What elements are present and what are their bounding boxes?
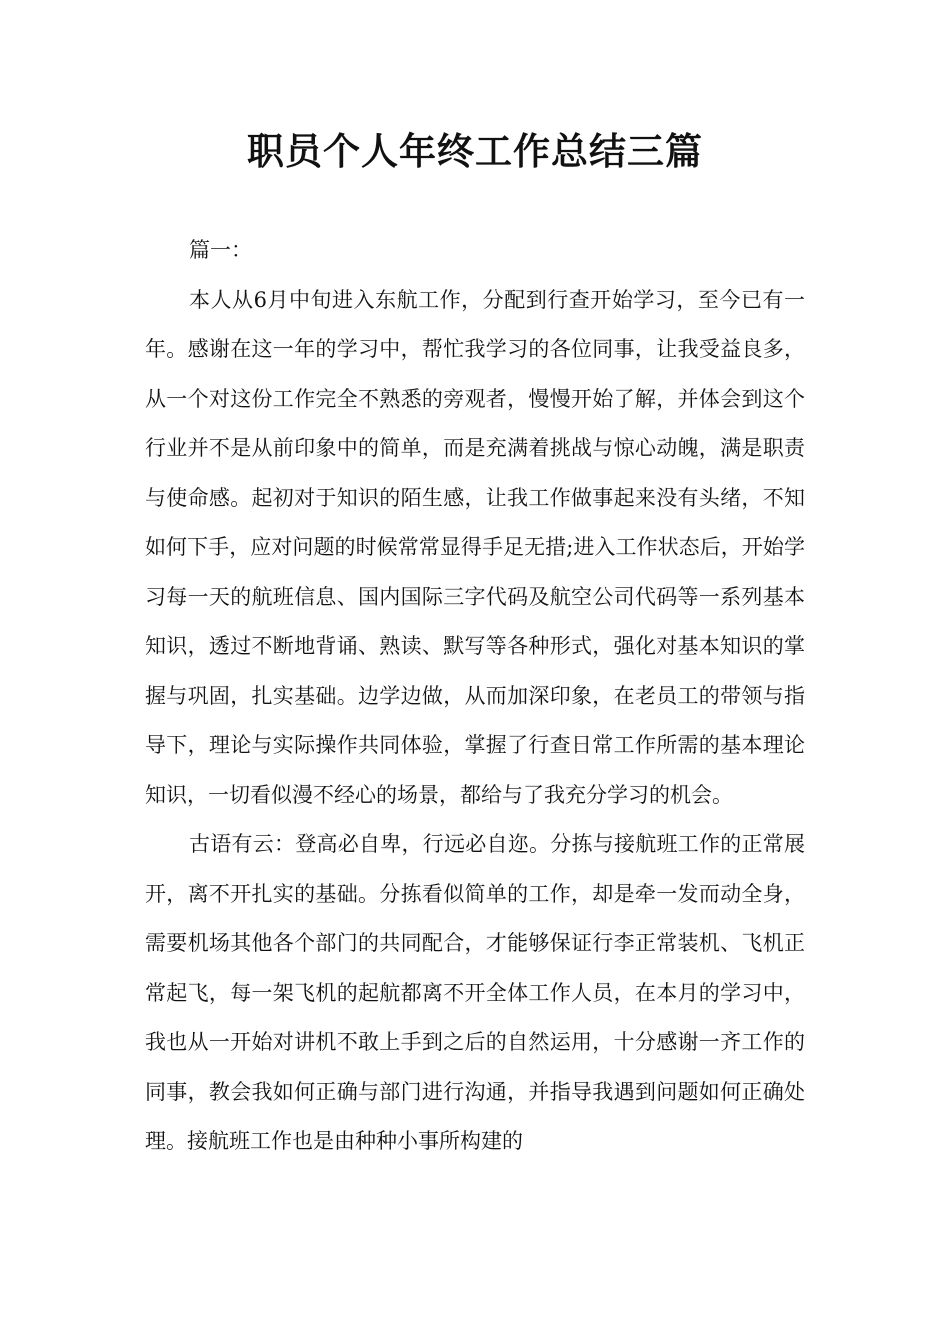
paragraph-1: 本人从6月中旬进入东航工作，分配到行查开始学习，至今已有一年。感谢在这一年的学习中，帮忙我学习的各位同事，让我受益良多，从一个对这份工作完全不熟悉的旁观者，慢慢开始了解，并体会到这个行业并不是从前印象中的简单，而是充满着挑战与惊心动魄，满是职责与使命感。起初对于知识的陌生感，让我工作做事起来没有头绪，不知如何下手，应对问题的时候常常显得手足无措;进入工作状态后，开始学习每一天的航班信息、国内国际三字代码及航空公司代码等一系列基本知识，透过不断地背诵、熟读、默写等各种形式，强化对基本知识的掌握与巩固，扎实基础。边学边做，从而加深印象，在老员工的带领与指导下，理论与实际操作共同体验，掌握了行查日常工作所需的基本理论知识，一切看似漫不经心的场景，都给与了我充分学习的机会。 — [145, 287, 805, 807]
paragraph-2: 古语有云：登高必自卑，行远必自迩。分拣与接航班工作的正常展开，离不开扎实的基础。分拣看似简单的工作，却是牵一发而动全身，需要机场其他各个部门的共同配合，才能够保证行李正常装机、飞机正常起飞，每一架飞机的起航都离不开全体工作人员，在本月的学习中，我也从一开始对讲机不敢上手到之后的自然运用，十分感谢一齐工作的同事，教会我如何正确与部门进行沟通，并指导我遇到问题如何正确处理。接航班工作也是由种种小事所构建的 — [145, 832, 805, 1153]
section-label: 篇一： — [189, 238, 252, 262]
document-title: 职员个人年终工作总结三篇 — [247, 130, 703, 173]
document-body — [145, 226, 805, 1167]
